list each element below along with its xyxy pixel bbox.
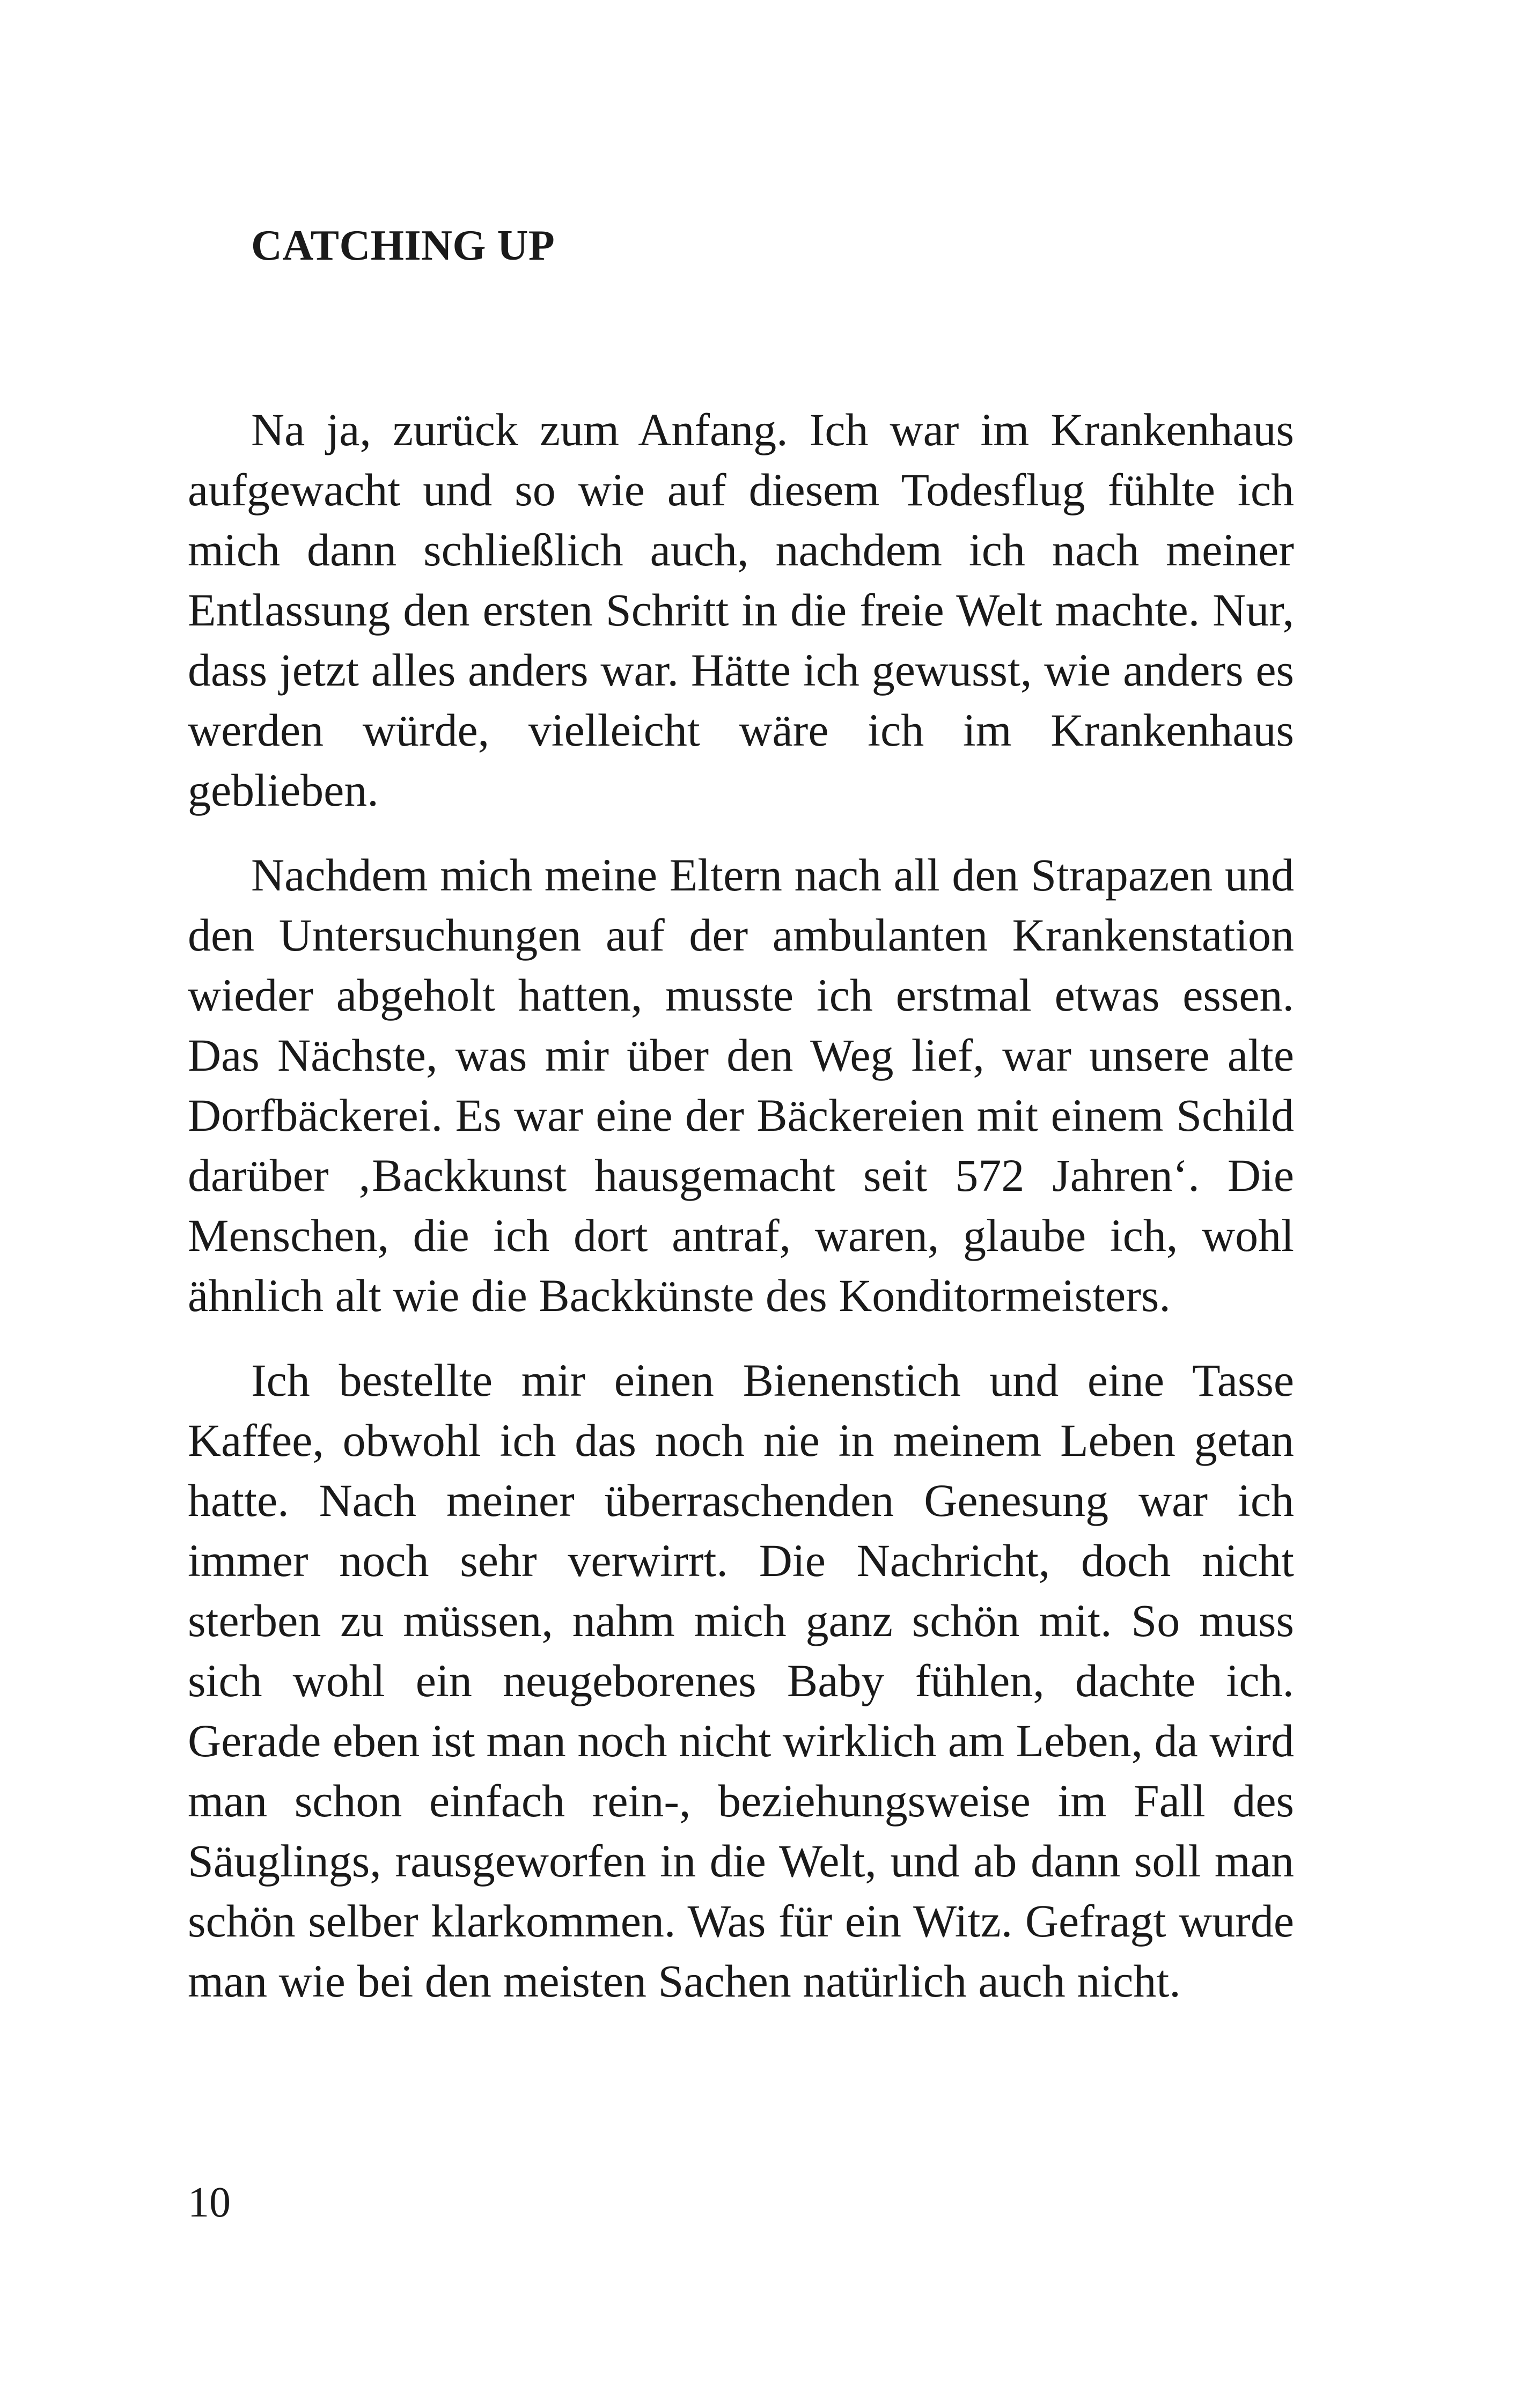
chapter-title: CATCHING UP	[251, 222, 555, 269]
paragraph-1: Na ja, zurück zum Anfang. Ich war im Krankenhaus aufgewacht und so wie auf diesem Todesflug fühlte ich mich dann schließlich auch, nachdem ich nach meiner Entlassung den ersten Schritt in die freie Welt machte. Nur, dass jetzt alles anders war. Hätte ich gewusst, wie anders es werden würde, vielleicht wäre ich im Krankenhaus geblieben.	[188, 404, 1294, 816]
paragraph-3: Ich bestellte mir einen Bienenstich und eine Tasse Kaffee, obwohl ich das noch nie in meinem Leben getan hatte. Nach meiner überraschenden Genesung war ich immer noch sehr verwirrt. Die Nachricht, doch nicht sterben zu müssen, nahm mich ganz schön mit. So muss sich wohl ein neugeborenes Baby fühlen, dachte ich. Gerade eben ist man noch nicht wirklich am Leben, da wird man schon einfach rein-, beziehungsweise im Fall des Säuglings, rausgeworfen in die Welt, und ab dann soll man schön selber klarkommen. Was für ein Witz. Gefragt wurde man wie bei den meisten Sachen natürlich auch nicht.	[188, 1354, 1294, 2007]
body-text	[188, 400, 1294, 2011]
page-number: 10	[188, 2179, 231, 2226]
paragraph-2: Nachdem mich meine Eltern nach all den Strapazen und den Untersuchungen auf der ambulanten Krankenstation wieder abgeholt hatten, musste ich erstmal etwas essen. Das Nächste, was mir über den Weg lief, war unsere alte Dorfbäckerei. Es war eine der Bäckereien mit einem Schild darüber ‚Backkunst hausgemacht seit 572 Jahren‘. Die Menschen, die ich dort antraf, waren, glaube ich, wohl ähnlich alt wie die Backkünste des Konditormeisters.	[188, 849, 1294, 1321]
